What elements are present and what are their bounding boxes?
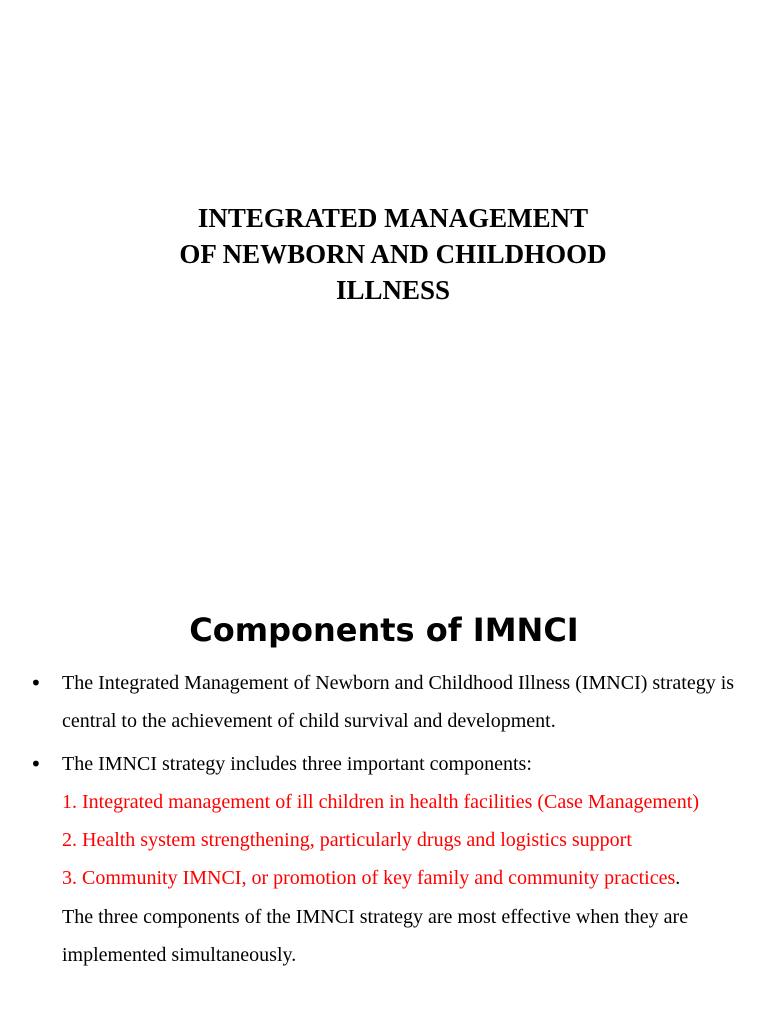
title-line-3: ILLNESS bbox=[335, 275, 451, 305]
bullet-text-components-intro: The IMNCI strategy includes three important components: bbox=[62, 752, 532, 775]
bullet-marker: • bbox=[30, 751, 42, 776]
bullet-item bbox=[30, 745, 745, 975]
slide-title: Components of IMNCI bbox=[189, 611, 579, 649]
bullet-marker: • bbox=[30, 671, 42, 695]
presentation-title bbox=[0, 200, 768, 308]
component-health-system: 2. Health system strengthening, particularly drugs and logistics support bbox=[62, 829, 632, 852]
component-community-line bbox=[62, 859, 745, 897]
bullet-item bbox=[30, 664, 745, 741]
bullet-text-strategy: The Integrated Management of Newborn and Childhood Illness (IMNCI) strategy is central to the achievement of child survival and development. bbox=[62, 672, 735, 733]
title-line-1: INTEGRATED MANAGEMENT bbox=[197, 203, 589, 233]
title-line-2: OF NEWBORN AND CHILDHOOD bbox=[179, 239, 607, 269]
component-case-management: 1. Integrated management of ill children in health facilities (Case Management) bbox=[62, 790, 699, 813]
slide-body bbox=[30, 664, 745, 974]
component-community-period: . bbox=[675, 867, 681, 890]
component-community: 3. Community IMNCI, or promotion of key family and community practices bbox=[62, 867, 676, 890]
components-conclusion: The three components of the IMNCI strategy are most effective when they are implemented simultaneously. bbox=[62, 905, 689, 967]
components-slide bbox=[0, 576, 768, 1024]
